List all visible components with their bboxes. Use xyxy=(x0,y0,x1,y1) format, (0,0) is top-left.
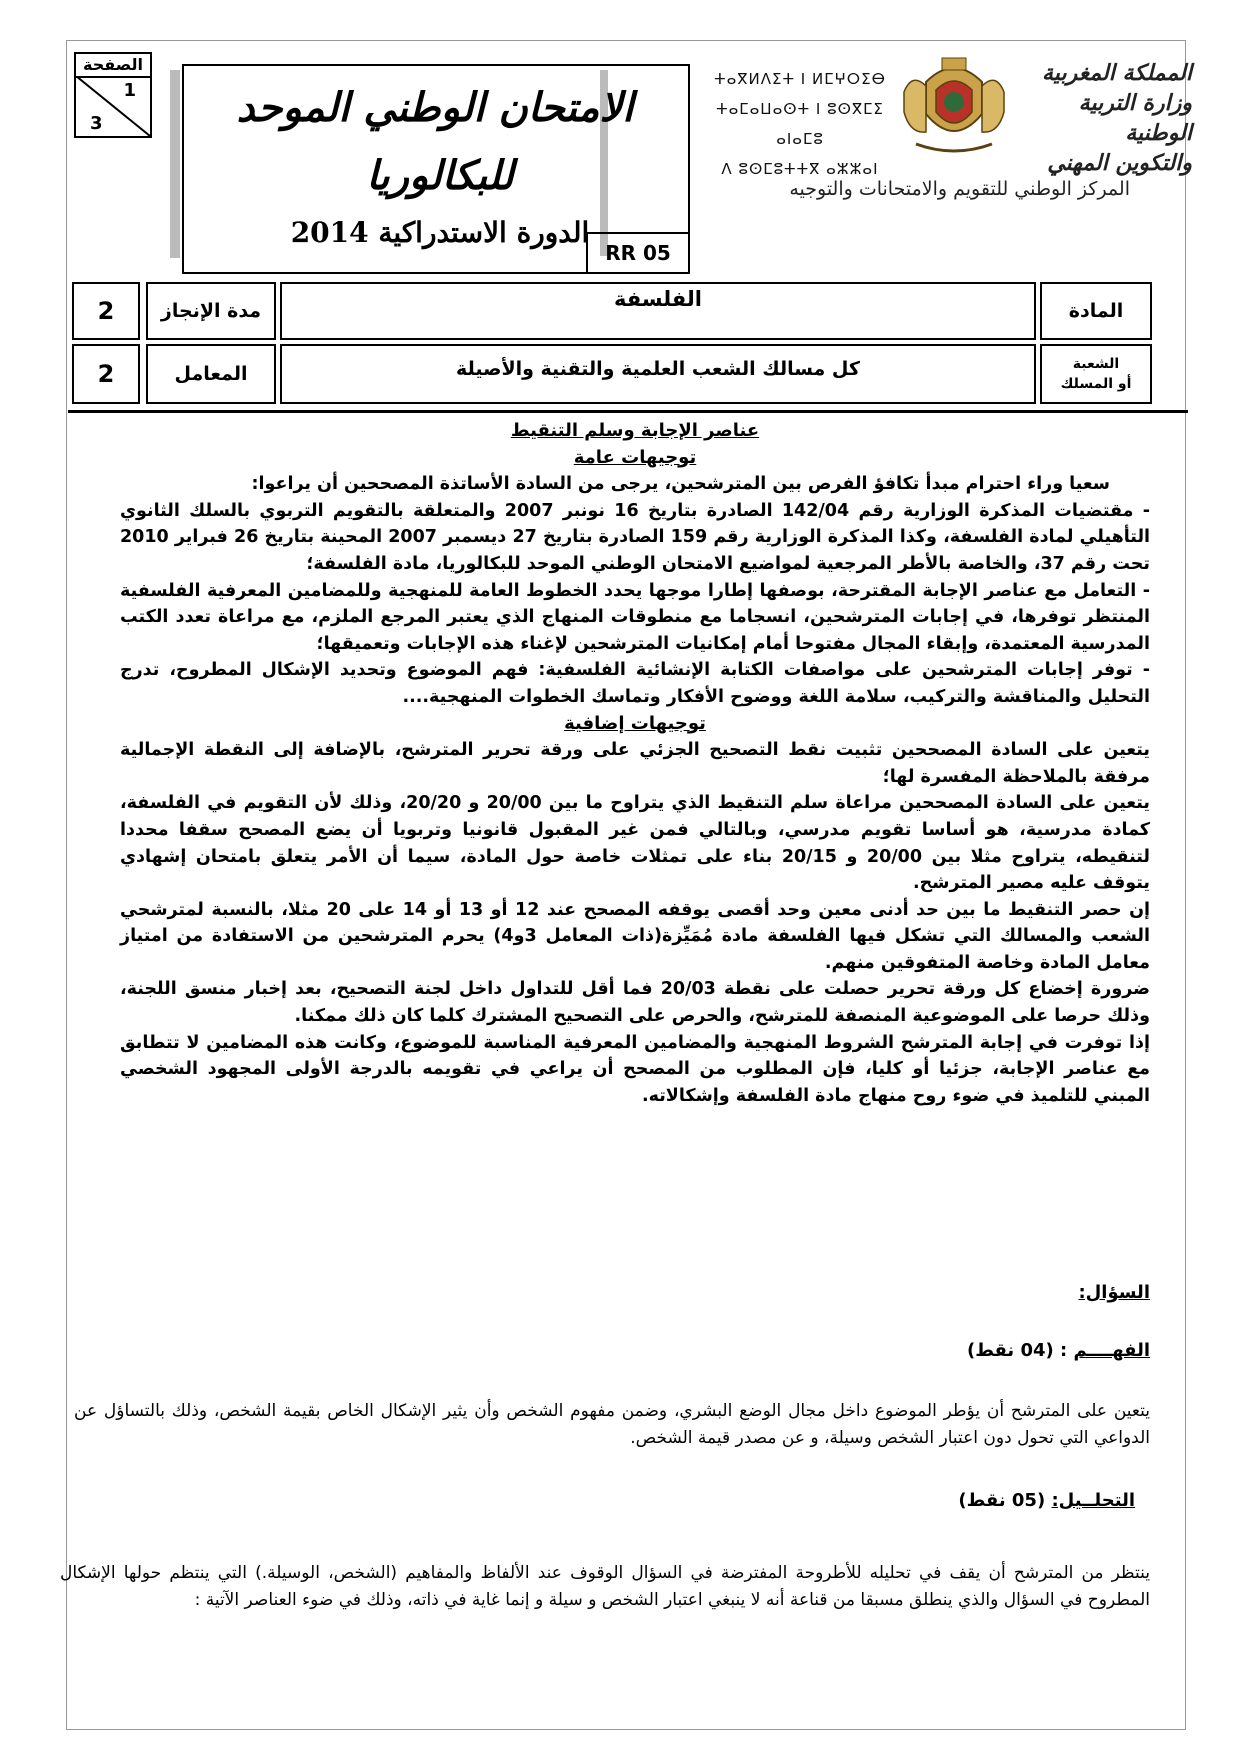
coefficient-label: المعامل xyxy=(146,344,276,404)
question-label-text: السؤال: xyxy=(1078,1282,1150,1303)
exam-session: الدورة الاستدراكية 2014 xyxy=(290,216,590,249)
analysis-points: (05 نقط) xyxy=(958,1490,1046,1511)
additional-item: يتعين على السادة المصححين تثبيت نقط التصحيح الجزئي على ورقة تحرير المترشح، بالإضافة إلى النقطة الإجمالية مرفقة بالملاحظة المفسرة لها؛ xyxy=(120,740,1150,787)
instructions-block xyxy=(120,418,1150,1109)
branch-label-line: الشعبة xyxy=(1072,356,1120,372)
analysis-label: التحلــيل: xyxy=(1051,1490,1135,1511)
additional-item: إن حصر التنقيط ما بين حد أدنى معين وحد أقصى يوقفه المصحح عند 12 أو 13 أو 14 على 20 مثلا، بالنسبة لمترشحي الشعب والمسالك التي تشكل فيها الفلسفة مادة مُمَيِّزة(ذات المعامل 3و4) يحرم المترشحين من الاستفادة من امتياز معامل المادة وخاصة المتفوقين منهم. xyxy=(120,899,1151,973)
exam-title-line2: للبكالوريا xyxy=(366,152,514,199)
header-divider xyxy=(68,410,1188,413)
guideline-item: - توفر إجابات المترشحين على مواصفات الكتابة الإنشائية الفلسفية: فهم الموضوع وتحديد الإشكال المطروح، تدرج التحليل والمناقشة والتركيب، سلامة اللغة ووضوح الأفكار وتماسك الخطوات المنهجية.... xyxy=(120,660,1150,707)
page-number-box xyxy=(74,52,152,138)
understanding-points: : (04 نقط) xyxy=(966,1340,1068,1361)
page-current: 1 xyxy=(123,80,136,101)
ministry-line: المملكة المغربية xyxy=(1042,60,1192,86)
additional-item: إذا توفرت في إجابة المترشح الشروط المنهجية والمضامين المعرفية المناسبة للموضوع، وكانت هذه المضامين لا تتطابق مع عناصر الإجابة، جزئيا أو كليا، فإن المطلوب من المصحح أن يراعي في تقويمه بالدرجة الأولى المجهود الشخصي المبني للتلميذ في ضوء روح منهاج مادة الفلسفة وإشكالاته. xyxy=(120,1032,1150,1106)
exam-code: RR 05 xyxy=(586,232,690,274)
ministry-name xyxy=(1016,58,1192,178)
amazigh-ministry-name xyxy=(690,64,910,184)
guideline-item: - مقتضيات المذكرة الوزارية رقم 142/04 الصادرة بتاريخ 16 نونبر 2007 والمتعلقة بالتقويم التربوي بالسلك الثانوي التأهيلي لمادة الفلسفة، وكذا المذكرة الوزارية رقم 159 الصادرة بتاريخ 27 ديسمبر 2007 المحينة بتاريخ 26 فبراير 2010 تحت رقم 37، والخاصة بالأطر المرجعية لمواضيع الامتحان الوطني الموحد للبكالوريا، مادة الفلسفة؛ xyxy=(120,500,1151,574)
general-guidelines-heading: توجيهات عامة xyxy=(573,446,697,468)
understanding-text: يتعين على المترشح أن يؤطر الموضوع داخل مجال الوضع البشري، وضمن مفهوم الشخص وأن يثير الإشكال الخاص بقيمة الشخص، وذلك بالتساؤل عن الدواعي التي تحول دون اعتبار الشخص وسيلة، و عن مصدر قيمة الشخص. xyxy=(74,1401,1150,1448)
coefficient-value: 2 xyxy=(72,344,140,404)
intro-paragraph: سعيا وراء احترام مبدأ تكافؤ الفرص بين المترشحين، يرجى من السادة الأساتذة المصححين أن يراعوا: xyxy=(251,474,1110,495)
understanding-label: الفهــــم xyxy=(1073,1340,1150,1361)
analysis-text: ينتظر من المترشح أن يقف في تحليله للأطروحة المفترضة في السؤال الوقوف عند الألفاظ والمفاهيم (الشخص، الوسيلة.) التي ينتظم حولها الإشكال المطروح في السؤال والذي ينطلق مسبقا من قناعة أنه لا ينبغي اعتبار الشخص و سيلة و إنما غاية في ذاته، وذلك في ضوء العناصر الآتية : xyxy=(60,1563,1150,1610)
evaluation-center-name: المركز الوطني للتقويم والامتحانات والتوجيه xyxy=(789,178,1130,200)
page-label: الصفحة xyxy=(76,54,150,78)
branch-label-line: أو المسلك xyxy=(1060,376,1132,392)
subject-value: الفلسفة xyxy=(280,282,1036,340)
ministry-line: والتكوين المهني xyxy=(1047,150,1192,176)
subject-label: المادة xyxy=(1040,282,1152,340)
main-heading: عناصر الإجابة وسلم التنقيط xyxy=(510,420,760,441)
understanding-heading xyxy=(800,1340,1150,1361)
analysis-heading xyxy=(800,1490,1135,1511)
additional-item: يتعين على السادة المصححين مراعاة سلم التنقيط الذي يتراوح ما بين 20/00 و 20/20، وذلك لأن التقويم في الفلسفة، كمادة مدرسية، هو أساسا تقويم مدرسي، وبالتالي فمن غير المقبول قانونيا وتربويا أن يضع المصحح سقفا محددا لتنقيطه، يتراوح مثلا بين 20/00 و 20/15 بناء على تمثلات خاصة حول المادة، سيما أن الأمر يتعلق بامتحان إشهادي يتوقف عليه مصير المترشح. xyxy=(120,793,1150,894)
branch-value: كل مسالك الشعب العلمية والتقنية والأصيلة xyxy=(280,344,1036,404)
question-label xyxy=(900,1282,1150,1303)
amazigh-line: ⴷ ⵓⵙⵎⵓⵜⵜⴳ ⴰⵣⵣⴰⵏ xyxy=(721,160,879,178)
duration-value: 2 xyxy=(72,282,140,340)
ministry-line: وزارة التربية الوطنية xyxy=(1078,90,1192,146)
additional-guidelines-heading: توجيهات إضافية xyxy=(564,712,706,734)
additional-item: ضرورة إخضاع كل ورقة تحرير حصلت على نقطة 20/03 فما أقل للتداول داخل لجنة التصحيح، بعد إخبار منسق اللجنة، وذلك حرصا على الموضوعية المنصفة للمترشح، والحرص على التصحيح المشترك كلما كان ذلك ممكنا. xyxy=(120,979,1150,1027)
amazigh-line: ⵜⴰⴳⵍⴷⵉⵜ ⵏ ⵍⵎⵖⵔⵉⴱ xyxy=(714,70,886,88)
amazigh-line: ⵜⴰⵎⴰⵡⴰⵙⵜ ⵏ ⵓⵙⴳⵎⵉ ⴰⵏⴰⵎⵓ xyxy=(716,100,884,148)
page-total: 3 xyxy=(90,113,103,134)
coat-of-arms-icon xyxy=(896,52,1012,158)
branch-label xyxy=(1040,344,1152,404)
page-box-diagonal xyxy=(76,76,150,136)
guideline-item: - التعامل مع عناصر الإجابة المقترحة، بوصفها إطارا موجها يحدد الخطوط العامة للمنهجية وللمضامين المعرفية الفلسفية المنتظر توفرها، في إجابات المترشحين، انسجاما مع منطوقات المنهاج الذي يعتبر المرجع الملزم، مع مراعاة تعدد الكتب المدرسية المعتمدة، وإبقاء المجال مفتوحا أمام إمكانيات المترشحين لإغناء هذه الإجابات وتعميقها؛ xyxy=(120,580,1150,654)
duration-label: مدة الإنجاز xyxy=(146,282,276,340)
exam-title-line1: الامتحان الوطني الموحد xyxy=(236,84,634,131)
title-shadow-left xyxy=(170,70,180,258)
